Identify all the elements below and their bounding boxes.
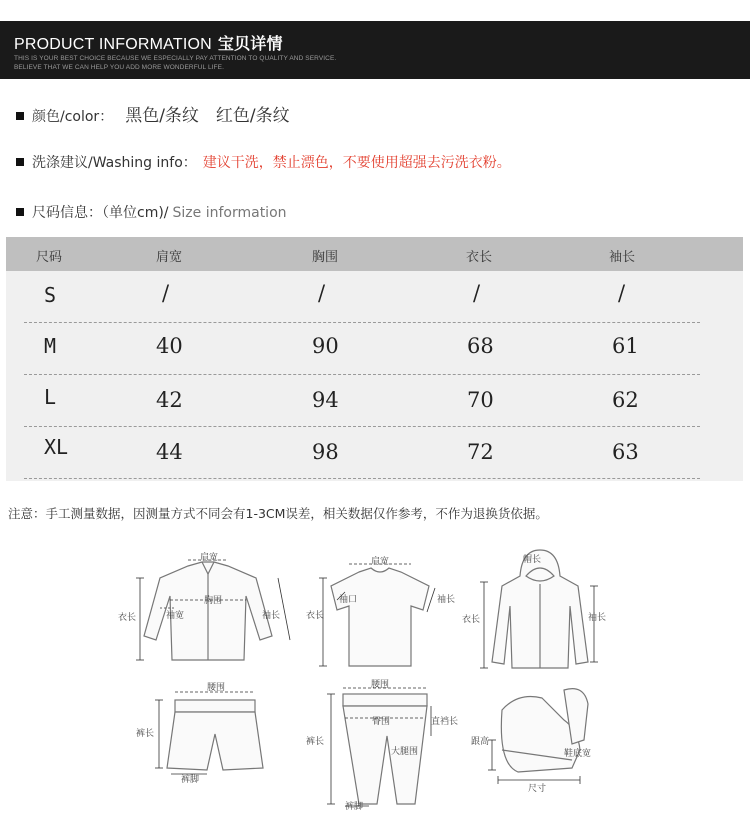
cell-shoulder: / [162,281,170,305]
label-hood: 帽长 [523,555,542,565]
pants-diagram [305,676,470,812]
size-label: 尺码信息：（单位cm)/ [32,205,169,221]
cell-sleeve: 62 [612,388,639,412]
measurement-note: 注意：手工测量数据，因测量方式不同会有1-3CM误差，相关数据仅作参考，不作为退换货依据。 [8,506,548,521]
size-label-en: Size information [172,205,287,221]
shorts-illustration [135,678,275,786]
label-heel: 跟高 [471,737,490,747]
label-rise: 直裆长 [431,717,459,727]
bullet-square-icon [16,208,24,216]
color-label: 颜色/color： [32,109,114,125]
label-length: 衣长 [306,611,325,621]
label-waist: 腰围 [371,680,390,690]
cell-chest: 98 [312,440,339,464]
header-sleeve: 袖长 [609,250,636,265]
header-chest: 胸围 [312,250,339,265]
washing-value: 建议干洗，禁止漂色，不要使用超强去污洗衣粉。 [202,155,511,171]
label-waist: 腰围 [207,683,226,693]
label-sole-width: 鞋底宽 [564,749,592,759]
banner-title-en: PRODUCT INFORMATION [14,36,212,53]
washing-label: 洗涤建议/Washing info： [32,155,197,171]
cell-shoulder: 42 [156,388,183,412]
label-shoulder: 肩宽 [371,557,390,567]
cell-chest: / [318,281,326,305]
banner-title [14,31,283,54]
table-row [6,323,743,375]
cell-length: 70 [467,388,494,412]
header-length: 衣长 [466,250,493,265]
header-banner [0,21,750,79]
pants-illustration [305,676,470,812]
row-divider [24,478,700,479]
label-sleeve: 袖长 [262,611,281,621]
bullet-square-icon [16,158,24,166]
label-sleeve: 袖长 [437,595,456,605]
size-table [6,237,743,481]
hoodie-diagram [460,546,610,672]
label-length: 衣长 [462,615,481,625]
label-cuff: 袖口 [339,595,358,605]
label-sleeve: 袖长 [588,613,607,623]
cell-sleeve: 63 [612,440,639,464]
label-sleeve-width: 袖宽 [166,611,185,621]
cell-chest: 90 [312,334,339,358]
cell-length: 72 [467,440,494,464]
shirt-diagram [118,548,298,673]
label-hem: 裤脚 [181,775,200,785]
cell-sleeve: / [618,281,626,305]
color-info [16,101,290,126]
tshirt-illustration [305,552,465,670]
label-thigh: 大腿围 [391,747,419,757]
cell-length: 68 [467,334,494,358]
shorts-diagram [135,678,275,786]
label-length: 裤长 [136,729,155,739]
cell-chest: 94 [312,388,339,412]
table-row [6,375,743,427]
table-row [6,271,743,323]
label-shoulder: 肩宽 [200,553,219,563]
table-header [6,237,743,271]
label-length: 衣长 [118,613,137,623]
banner-subtitle-1: THIS IS YOUR BEST CHOICE BECAUSE WE ESPECIALLY PAY ATTENTION TO QUALITY AND SERVICE. [14,55,337,62]
bullet-square-icon [16,112,24,120]
label-length: 裤长 [306,737,325,747]
cell-sleeve: 61 [612,334,639,358]
label-chest: 胸围 [204,596,223,606]
label-hem: 裤脚 [345,802,364,812]
cell-size: XL [44,435,69,459]
cell-size: M [44,334,57,358]
cell-length: / [473,281,481,305]
header-shoulder: 肩宽 [156,250,183,265]
cell-shoulder: 40 [156,334,183,358]
shoe-diagram [468,680,603,793]
header-size: 尺码 [36,250,63,265]
cell-size: L [44,385,57,409]
banner-title-cn: 宝贝详情 [217,36,283,53]
label-hip: 臀围 [372,717,391,727]
cell-size: S [44,283,57,307]
tshirt-diagram [305,552,465,670]
cell-shoulder: 44 [156,440,183,464]
table-row [6,427,743,479]
label-size: 尺寸 [528,784,547,794]
banner-subtitle-2: BELIEVE THAT WE CAN HELP YOU ADD MORE WONDERFUL LIFE. [14,64,224,71]
color-value: 黑色/条纹 红色/条纹 [125,106,290,126]
washing-info [16,152,511,172]
size-info [16,202,287,222]
